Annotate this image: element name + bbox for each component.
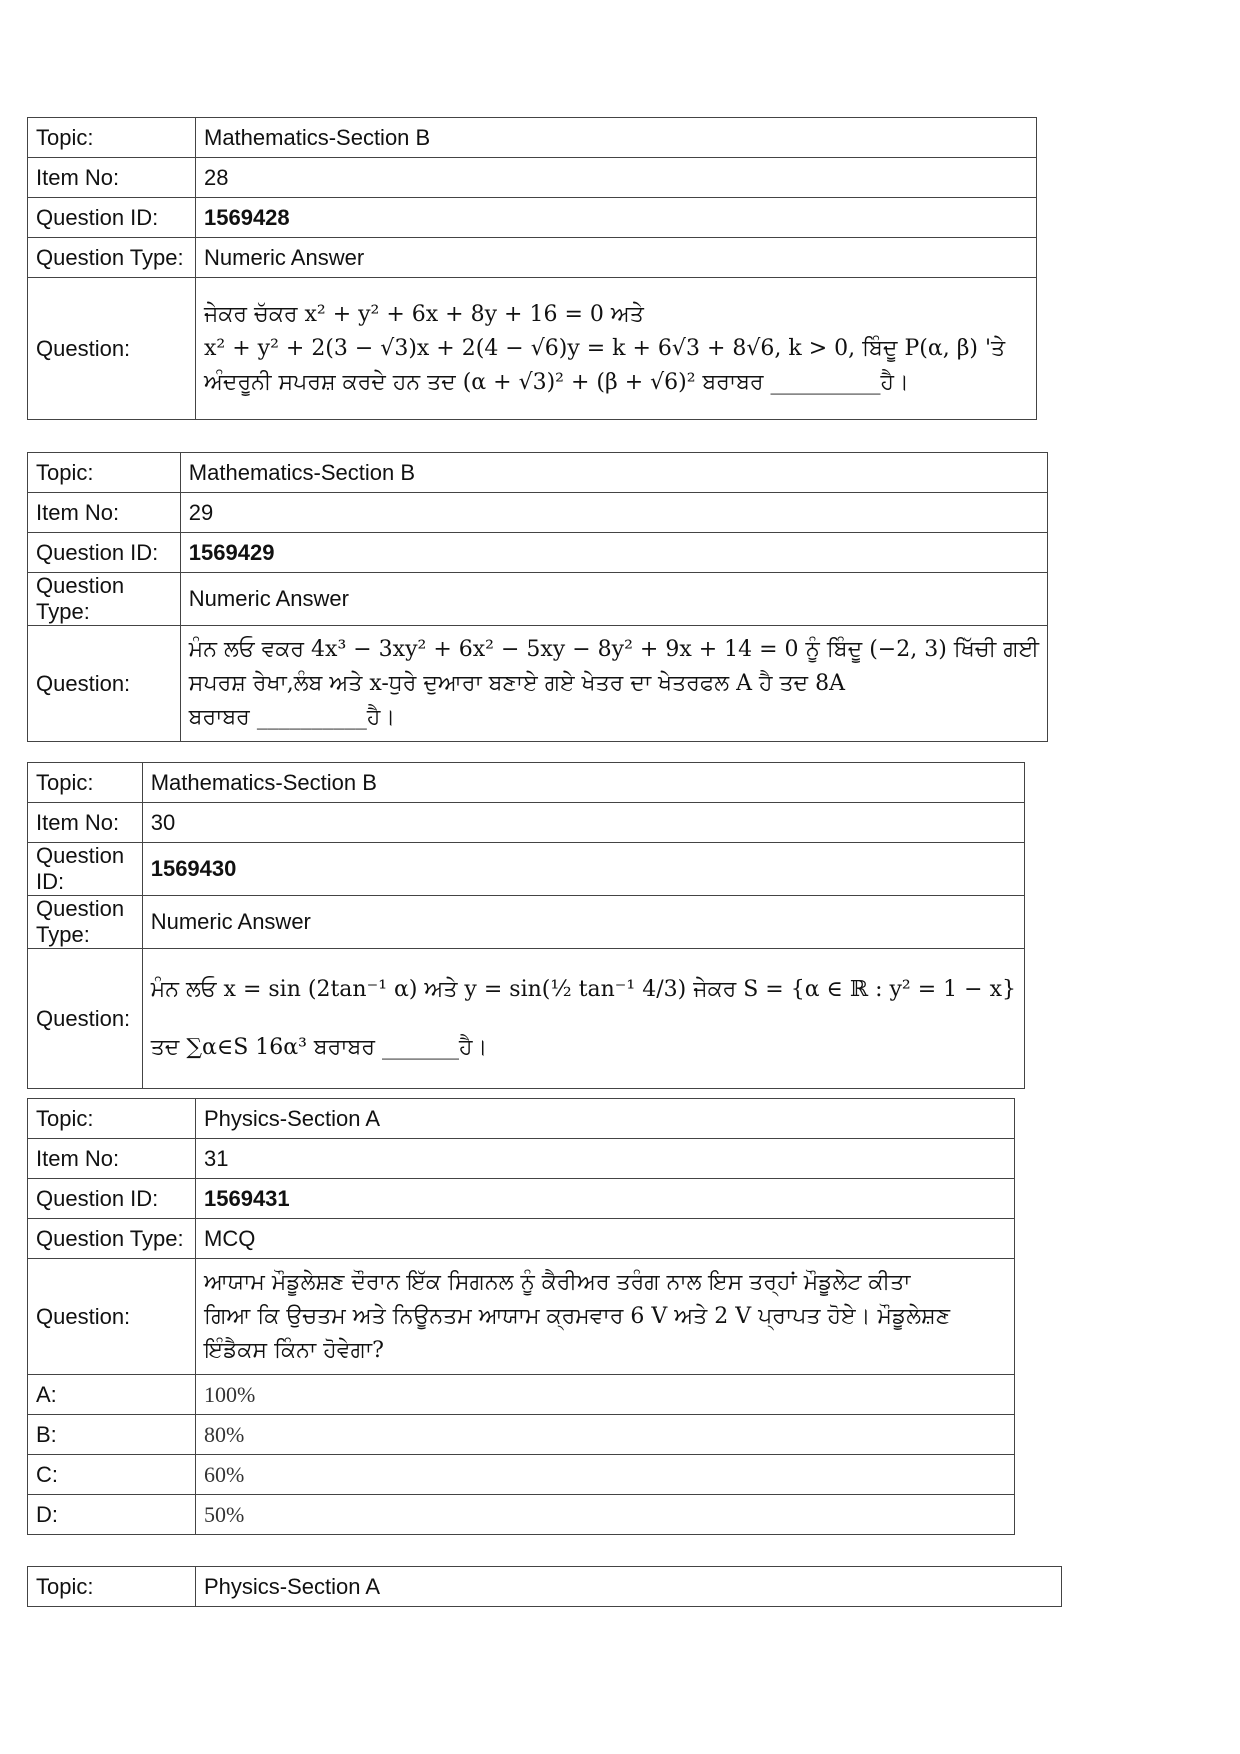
option-a-label: A: [28, 1375, 196, 1415]
topic-label: Topic: [28, 118, 196, 158]
question-card-29 [27, 452, 1048, 742]
question-type-value: Numeric Answer [180, 573, 1047, 626]
question-label: Question: [28, 949, 143, 1089]
topic-label: Topic: [28, 453, 181, 493]
question-card-32 [27, 1566, 1062, 1607]
question-line: ਜੇਕਰ ਚੱਕਰ x² + y² + 6x + 8y + 16 = 0 ਅਤੇ [204, 301, 644, 327]
question-type-label: Question Type: [28, 238, 196, 278]
question-type-label: Question Type: [28, 1219, 196, 1259]
question-label: Question: [28, 626, 181, 742]
question-line: x² + y² + 2(3 − √3)x + 2(4 − √6)y = k + 6√3 + 8√6, k > 0, ਬਿੰਦੂ P(α, β) 'ਤੇ [204, 335, 1006, 361]
item-no-value: 28 [196, 158, 1037, 198]
question-line: ਅੰਦਰੂਨੀ ਸਪਰਸ਼ ਕਰਦੇ ਹਨ ਤਦ (α + √3)² + (β + √6)² ਬਰਾਬਰ __________ਹੈ। [204, 369, 909, 395]
question-id-value: 1569428 [196, 198, 1037, 238]
question-id-label: Question ID: [28, 843, 143, 896]
topic-label: Topic: [28, 1099, 196, 1139]
question-type-value: Numeric Answer [196, 238, 1037, 278]
question-id-value: 1569429 [180, 533, 1047, 573]
question-label: Question: [28, 278, 196, 420]
question-line: ਤਦ ∑α∈S 16α³ ਬਰਾਬਰ _______ਹੈ। [150, 1034, 488, 1060]
topic-value: Mathematics-Section B [196, 118, 1037, 158]
question-id-value: 1569431 [196, 1179, 1015, 1219]
question-type-value: Numeric Answer [142, 896, 1024, 949]
question-line: ਮੰਨ ਲਓ ਵਕਰ 4x³ − 3xy² + 6x² − 5xy − 8y² + 9x + 14 = 0 ਨੂੰ ਬਿੰਦੂ (−2, 3) ਖਿੱਚੀ ਗਈ [188, 636, 1039, 662]
option-d-label: D: [28, 1495, 196, 1535]
item-no-value: 30 [142, 803, 1024, 843]
item-no-label: Item No: [28, 803, 143, 843]
topic-label: Topic: [28, 1567, 196, 1607]
question-text [196, 278, 1037, 420]
question-id-value: 1569430 [142, 843, 1024, 896]
topic-value: Physics-Section A [196, 1567, 1062, 1607]
item-no-label: Item No: [28, 1139, 196, 1179]
option-d-value: 50% [196, 1495, 1015, 1535]
item-no-value: 29 [180, 493, 1047, 533]
question-id-label: Question ID: [28, 1179, 196, 1219]
question-type-label: Question Type: [28, 573, 181, 626]
option-c-label: C: [28, 1455, 196, 1495]
question-card-28 [27, 117, 1037, 420]
topic-value: Physics-Section A [196, 1099, 1015, 1139]
topic-value: Mathematics-Section B [180, 453, 1047, 493]
question-card-30 [27, 762, 1025, 1089]
question-text [142, 949, 1024, 1089]
topic-value: Mathematics-Section B [142, 763, 1024, 803]
question-line: ਸਪਰਸ਼ ਰੇਖਾ,ਲੰਬ ਅਤੇ x-ਧੁਰੇ ਦੁਆਰਾ ਬਣਾਏ ਗਏ ਖੇਤਰ ਦਾ ਖੇਤਰਫਲ A ਹੈ ਤਦ 8A [188, 670, 845, 696]
question-text [180, 626, 1047, 742]
question-line: ਇੰਡੈਕਸ ਕਿੰਨਾ ਹੋਵੇਗਾ? [204, 1337, 384, 1363]
question-line: ਗਿਆ ਕਿ ਉਚਤਮ ਅਤੇ ਨਿਊਨਤਮ ਆਯਾਮ ਕ੍ਰਮਵਾਰ 6 V ਅਤੇ 2 V ਪ੍ਰਾਪਤ ਹੋਏ। ਮੌਡੂਲੇਸ਼ਣ [204, 1303, 951, 1329]
question-label: Question: [28, 1259, 196, 1375]
option-b-value: 80% [196, 1415, 1015, 1455]
question-line: ਮੰਨ ਲਓ x = sin (2tan⁻¹ α) ਅਤੇ y = sin(½ tan⁻¹ 4/3) ਜੇਕਰ S = {α ∈ ℝ : y² = 1 − x} [150, 976, 1016, 1002]
question-id-label: Question ID: [28, 198, 196, 238]
item-no-label: Item No: [28, 493, 181, 533]
question-card-31 [27, 1098, 1015, 1535]
option-b-label: B: [28, 1415, 196, 1455]
question-line: ਆਯਾਮ ਮੌਡੂਲੇਸ਼ਣ ਦੌਰਾਨ ਇੱਕ ਸਿਗਨਲ ਨੂੰ ਕੈਰੀਅਰ ਤਰੰਗ ਨਾਲ ਇਸ ਤਰ੍ਹਾਂ ਮੌਡੂਲੇਟ ਕੀਤਾ [204, 1269, 911, 1295]
item-no-value: 31 [196, 1139, 1015, 1179]
question-text [196, 1259, 1015, 1375]
question-type-label: Question Type: [28, 896, 143, 949]
question-type-value: MCQ [196, 1219, 1015, 1259]
question-id-label: Question ID: [28, 533, 181, 573]
question-line: ਬਰਾਬਰ __________ਹੈ। [188, 704, 396, 730]
topic-label: Topic: [28, 763, 143, 803]
option-c-value: 60% [196, 1455, 1015, 1495]
option-a-value: 100% [196, 1375, 1015, 1415]
item-no-label: Item No: [28, 158, 196, 198]
